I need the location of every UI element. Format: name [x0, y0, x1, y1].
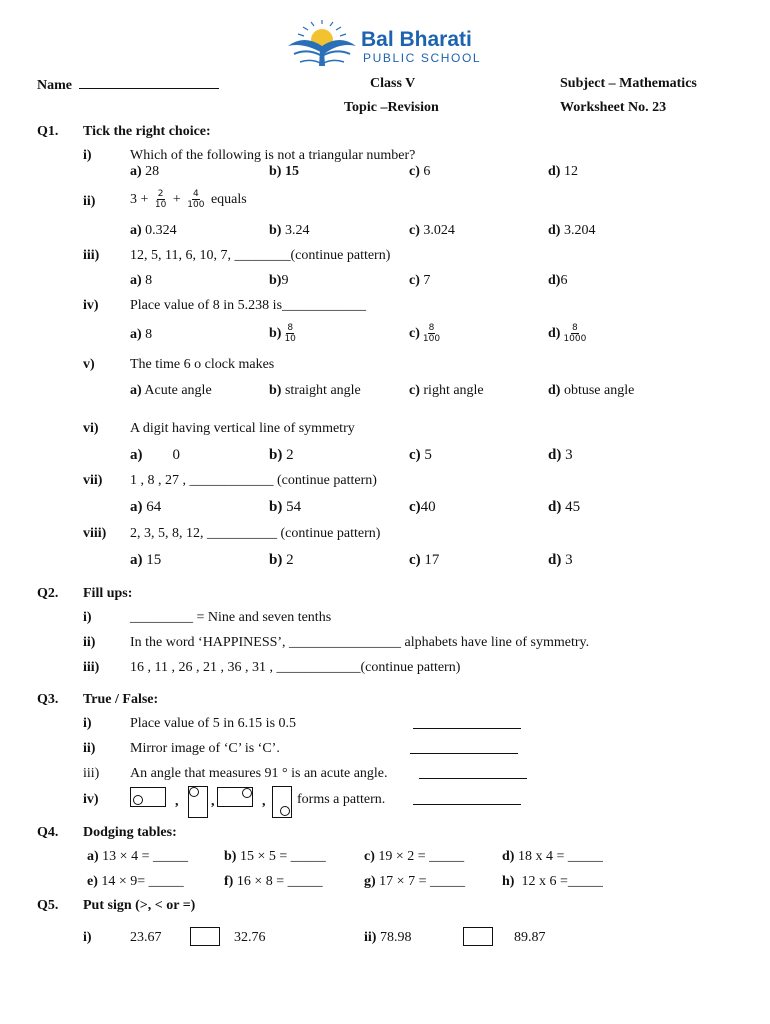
- q1-option[interactable]: c) 5: [409, 447, 432, 463]
- q2-item-text: In the word ‘HAPPINESS’, ________________ alphabets have line of symmetry.: [130, 635, 590, 650]
- pattern-circle-4: [280, 806, 290, 816]
- q1-item-text: Place value of 8 in 5.238 is____________: [130, 298, 367, 313]
- q2-item-roman: ii): [83, 635, 96, 650]
- q2-title: Fill ups:: [83, 586, 133, 601]
- q1-option[interactable]: c) 6: [409, 164, 431, 179]
- pattern-comma: ,: [175, 794, 179, 809]
- q1-item-text: 1 , 8 , 27 , ____________ (continue pattern): [130, 473, 377, 488]
- q1-item-text: Which of the following is not a triangular number?: [130, 148, 416, 163]
- q1-number: Q1.: [37, 124, 59, 139]
- q1-option[interactable]: d) 3: [548, 552, 573, 568]
- sign-answer-box[interactable]: [463, 927, 493, 946]
- name-blank[interactable]: [79, 76, 219, 89]
- answer-blank[interactable]: [413, 792, 521, 810]
- q5-left-value: 23.67: [130, 930, 162, 945]
- q4-title: Dodging tables:: [83, 825, 177, 840]
- q4-item: e) 14 × 9= _____: [87, 874, 184, 889]
- subject-label: Subject – Mathematics: [560, 76, 697, 91]
- q1-item-text: A digit having vertical line of symmetry: [130, 421, 355, 436]
- q2-item-text: 16 , 11 , 26 , 21 , 36 , 31 , ____________(continue pattern): [130, 660, 461, 675]
- q3-item-text: Mirror image of ‘C’ is ‘C’.: [130, 741, 280, 756]
- q4-item: h) 12 x 6 =_____: [502, 874, 603, 889]
- q3-item-roman: ii): [83, 741, 96, 756]
- q5-right-value: 89.87: [514, 930, 546, 945]
- school-subtitle: PUBLIC SCHOOL: [363, 51, 482, 65]
- pattern-circle-2: [189, 787, 199, 797]
- q1-item-expression: 3 + $\frac{2}{10}$ + $\frac{4}{100}$ equals: [130, 189, 247, 211]
- q4-item: d) 18 x 4 = _____: [502, 849, 603, 864]
- q1-title: Tick the right choice:: [83, 124, 211, 139]
- q1-option[interactable]: d) 12: [548, 164, 578, 179]
- q1-item-roman: ii): [83, 194, 96, 209]
- q3-number: Q3.: [37, 692, 59, 707]
- q4-item: c) 19 × 2 = _____: [364, 849, 465, 864]
- q1-option[interactable]: a) 28: [130, 164, 160, 179]
- pattern-circle-1: [133, 795, 143, 805]
- q1-option[interactable]: a) 64: [130, 499, 162, 515]
- q1-item-roman: iv): [83, 298, 99, 313]
- q1-option[interactable]: a) 15: [130, 552, 162, 568]
- q1-option[interactable]: b) straight angle: [269, 383, 361, 398]
- pattern-comma: ,: [211, 794, 215, 809]
- answer-blank[interactable]: [413, 716, 521, 734]
- q1-option[interactable]: d) 3: [548, 447, 573, 463]
- q1-option[interactable]: b) 2: [269, 447, 294, 463]
- school-emblem-icon: [284, 20, 360, 70]
- q1-item-roman: iii): [83, 248, 100, 263]
- q1-option[interactable]: b) 2: [269, 552, 294, 568]
- q1-option[interactable]: c) 17: [409, 552, 440, 568]
- q3-item-text: An angle that measures 91 ° is an acute angle.: [130, 766, 388, 781]
- q5-right-value: 32.76: [234, 930, 266, 945]
- q3-item-roman: i): [83, 716, 92, 731]
- q4-item: g) 17 × 7 = _____: [364, 874, 465, 889]
- q1-option[interactable]: d) $\frac{8}{1000}$: [548, 323, 587, 345]
- q1-option[interactable]: a) 0.324: [130, 223, 177, 238]
- q1-option[interactable]: a) Acute angle: [130, 383, 212, 398]
- q1-option[interactable]: b) 15: [269, 164, 299, 179]
- q4-number: Q4.: [37, 825, 59, 840]
- school-logo: [284, 20, 504, 72]
- q2-item-roman: iii): [83, 660, 100, 675]
- q3-item-text: forms a pattern.: [297, 792, 386, 807]
- q1-option[interactable]: b) 54: [269, 499, 302, 515]
- q1-option[interactable]: a) 8: [130, 273, 153, 288]
- q2-item-text: _________ = Nine and seven tenths: [130, 610, 332, 625]
- q2-number: Q2.: [37, 586, 59, 601]
- q5-item-roman: i): [83, 930, 92, 945]
- q1-option[interactable]: d) 3.204: [548, 223, 596, 238]
- topic-label: Topic –Revision: [344, 100, 439, 115]
- sign-answer-box[interactable]: [190, 927, 220, 946]
- q1-option[interactable]: b) $\frac{8}{10}$: [269, 323, 296, 345]
- q1-option[interactable]: c) 7: [409, 273, 431, 288]
- q1-option[interactable]: b) 3.24: [269, 223, 310, 238]
- q1-item-roman: vi): [83, 421, 99, 436]
- q1-option[interactable]: a) 8: [130, 327, 153, 342]
- q1-item-roman: viii): [83, 526, 107, 541]
- q1-item-roman: v): [83, 357, 95, 372]
- pattern-circle-3: [242, 788, 252, 798]
- q1-option[interactable]: c) 3.024: [409, 223, 455, 238]
- answer-blank[interactable]: [419, 766, 527, 784]
- q1-option[interactable]: d)6: [548, 273, 568, 288]
- q3-item-roman: iv): [83, 792, 99, 807]
- q1-option[interactable]: a) 0: [130, 447, 180, 463]
- q1-item-text: 12, 5, 11, 6, 10, 7, ________(continue pattern): [130, 248, 391, 263]
- q5-title: Put sign (>, < or =): [83, 898, 196, 913]
- q1-item-roman: vii): [83, 473, 103, 488]
- answer-blank[interactable]: [410, 741, 518, 759]
- q3-title: True / False:: [83, 692, 159, 707]
- q4-item: f) 16 × 8 = _____: [224, 874, 323, 889]
- school-name: Bal Bharati: [361, 28, 472, 51]
- q2-item-roman: i): [83, 610, 92, 625]
- q1-option[interactable]: b)9: [269, 273, 289, 288]
- worksheet-label: Worksheet No. 23: [560, 100, 667, 115]
- class-label: Class V: [370, 76, 416, 91]
- q1-option[interactable]: c)40: [409, 499, 436, 515]
- q1-item-roman: i): [83, 148, 92, 163]
- q1-option[interactable]: d) obtuse angle: [548, 383, 635, 398]
- q1-option[interactable]: c) $\frac{8}{100}$: [409, 323, 441, 345]
- q5-number: Q5.: [37, 898, 59, 913]
- q1-option[interactable]: d) 45: [548, 499, 581, 515]
- q3-item-text: Place value of 5 in 6.15 is 0.5: [130, 716, 297, 731]
- pattern-comma: ,: [262, 794, 266, 809]
- q4-item: b) 15 × 5 = _____: [224, 849, 326, 864]
- q3-item-roman: iii): [83, 766, 100, 781]
- q1-item-text: The time 6 o clock makes: [130, 357, 275, 372]
- q1-item-text: 2, 3, 5, 8, 12, __________ (continue pattern): [130, 526, 381, 541]
- name-field-label: Name: [37, 76, 219, 94]
- q1-option[interactable]: c) right angle: [409, 383, 484, 398]
- q4-item: a) 13 × 4 = _____: [87, 849, 188, 864]
- q5-item: ii) 78.98: [364, 930, 412, 945]
